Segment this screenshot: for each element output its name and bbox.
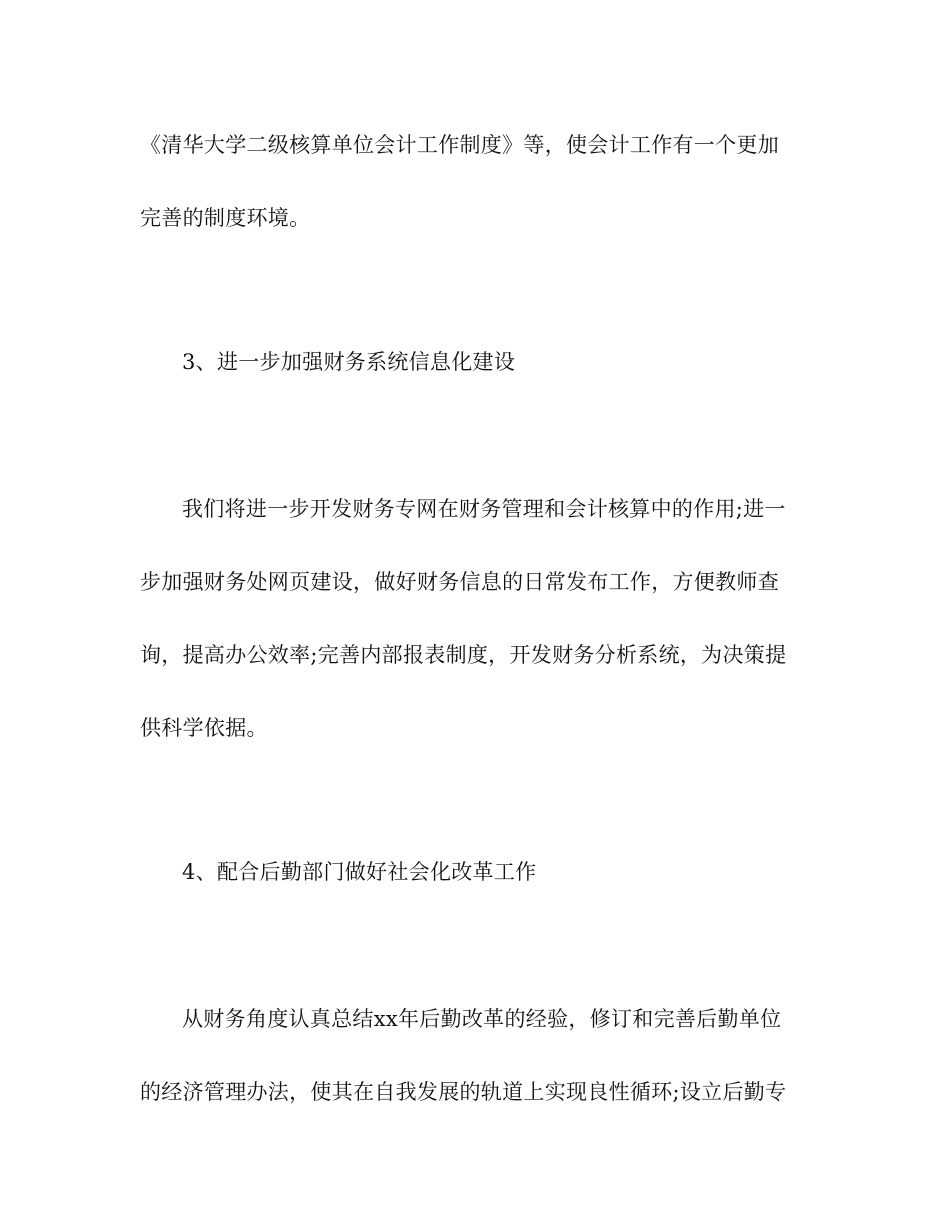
paragraph-2-line-2: 步加强财务处网页建设，做好财务信息的日常发布工作，方便教师查 bbox=[140, 570, 779, 594]
paragraph-2-line-1: 我们将进一步开发财务专网在财务管理和会计核算中的作用;进一 bbox=[182, 497, 786, 521]
paragraph-3-line-1: 从财务角度认真总结xx年后勤改革的经验，修订和完善后勤单位 bbox=[182, 1007, 782, 1031]
paragraph-1-line-1: 《清华大学二级核算单位会计工作制度》等，使会计工作有一个更加 bbox=[140, 133, 779, 157]
paragraph-1-line-2: 完善的制度环境。 bbox=[140, 206, 311, 230]
paragraph-3-line-2: 的经济管理办法，使其在自我发展的轨道上实现良性循环;设立后勤专 bbox=[140, 1080, 787, 1104]
section-heading-3: 3、进一步加强财务系统信息化建设 bbox=[182, 350, 516, 374]
paragraph-2-line-4: 供科学依据。 bbox=[140, 716, 268, 740]
section-heading-4: 4、配合后勤部门做好社会化改革工作 bbox=[182, 860, 537, 884]
paragraph-2-line-3: 询，提高办公效率;完善内部报表制度，开发财务分析系统，为决策提 bbox=[140, 643, 787, 667]
